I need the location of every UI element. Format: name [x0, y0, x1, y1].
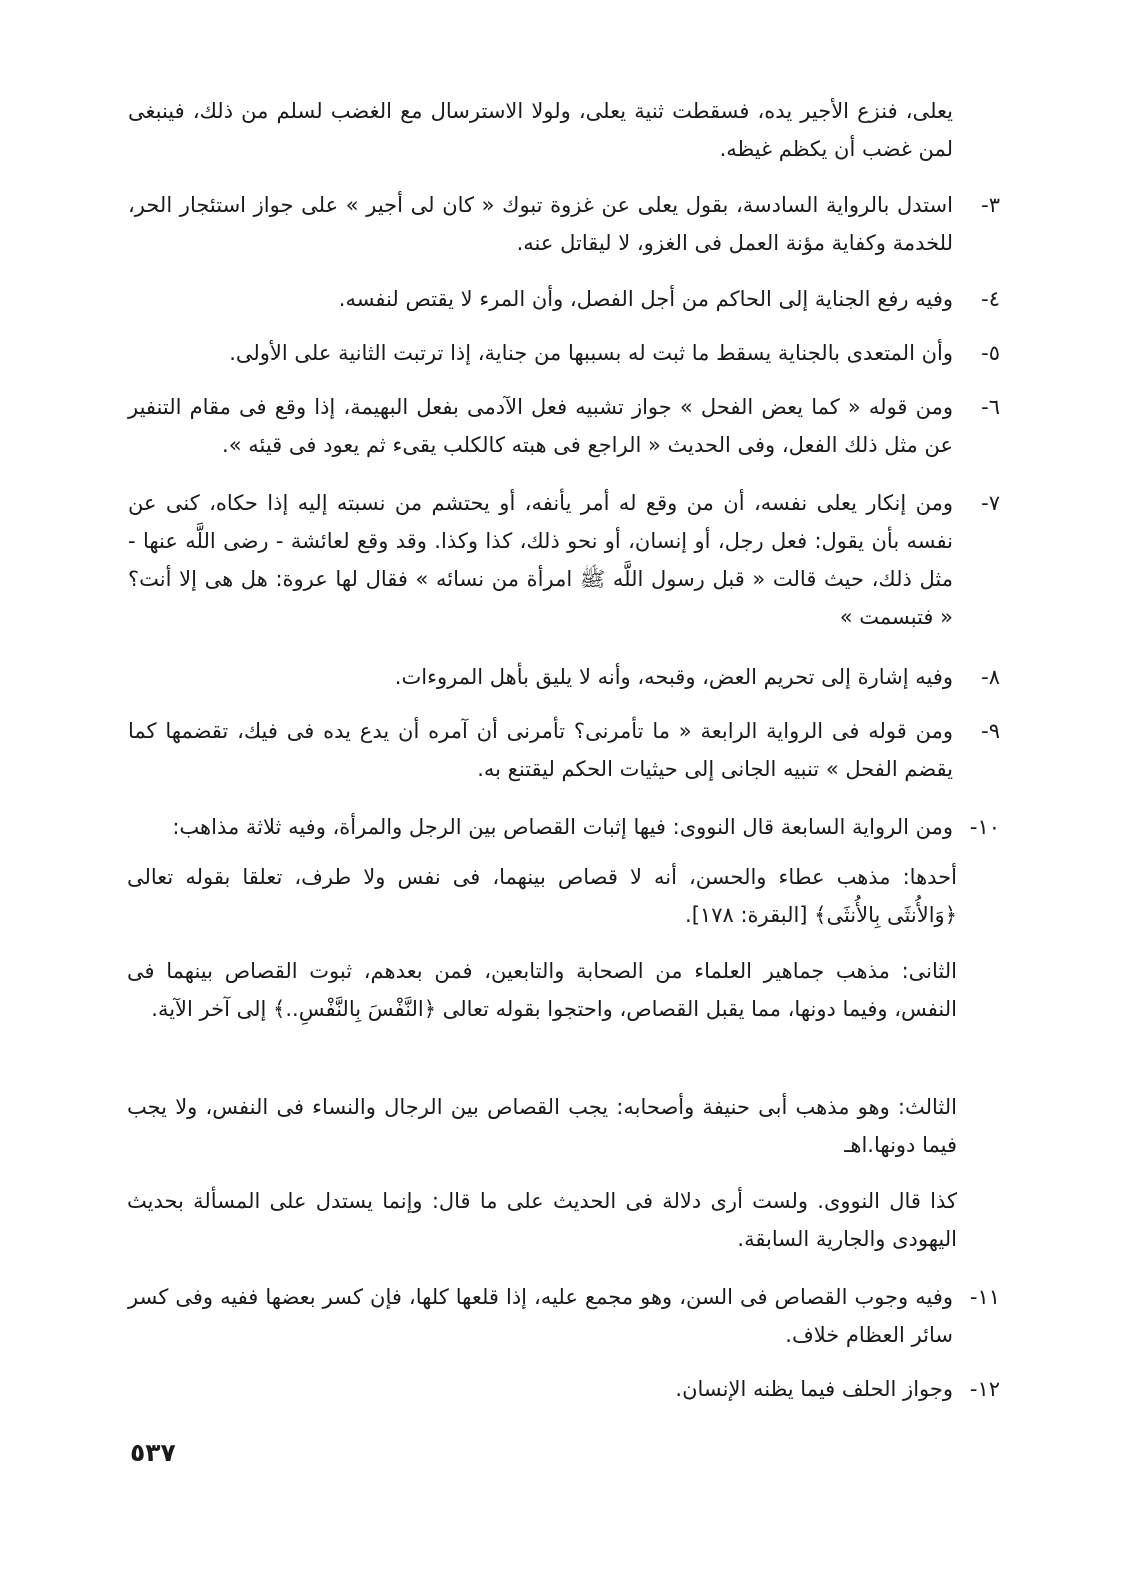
item-text: ومن إنكار يعلى نفسه، أن من وقع له أمر يأنفه، أو يحتشم من نسبته إليه إذا حكاه، كنى عن نفسه بأن يقول: فعل رجل، أو إنسان، أو نحو ذلك، كذا وكذا. وقد وقع لعائشة - رضى اللَّه عنها - مثل ذلك، حيث قالت « قبل رسول اللَّه ﷺ امرأة من نسائه » فقال لها عروة: هل هى إلا أنت؟ « فتبسمت » — [128, 491, 953, 629]
item-text: وفيه وجوب القصاص فى السن، وهو مجمع عليه، إذا قلعها كلها، فإن كسر بعضها ففيه وفى كسر سائر العظام خلاف. — [128, 1285, 953, 1347]
item-text: ومن قوله فى الرواية الرابعة « ما تأمرنى؟ تأمرنى أن آمره أن يدع يده فى فيك، تقضمها كما يقضم الفحل » تنبيه الجانى إلى حيثيات الحكم ليقتنع به. — [128, 719, 953, 781]
item-number: ٤- — [981, 287, 1000, 311]
item-text: وأن المتعدى بالجناية يسقط ما ثبت له بسببها من جناية، إذا ترتبت الثانية على الأولى. — [229, 341, 953, 365]
sub-paragraph-first-view — [127, 858, 957, 934]
sub-paragraph-comment — [127, 1182, 957, 1258]
item-text: استدل بالرواية السادسة، بقول يعلى عن غزوة تبوك « كان لى أجير » على جواز استئجار الحر، للخدمة وكفاية مؤنة العمل فى الغزو، لا ليقاتل عنه. — [128, 193, 953, 255]
continuation-paragraph — [128, 92, 953, 168]
item-number: ٧- — [981, 491, 1000, 515]
list-item-7 — [128, 484, 1000, 636]
item-text: وفيه رفع الجناية إلى الحاكم من أجل الفصل، وأن المرء لا يقتص لنفسه. — [338, 287, 953, 311]
sub-paragraph-third-view — [127, 1088, 957, 1164]
paragraph-text: كذا قال النووى. ولست أرى دلالة فى الحديث على ما قال: وإنما يستدل على المسألة بحديث اليهودى والجارية السابقة. — [127, 1189, 957, 1251]
list-item-9 — [128, 712, 1000, 788]
list-item-10 — [128, 808, 1000, 846]
paragraph-text: الثانى: مذهب جماهير العلماء من الصحابة والتابعين، فمن بعدهم، ثبوت القصاص بينهما فى النفس، وفيما دونها، مما يقبل القصاص، واحتجوا بقوله تعالى ﴿النَّفْسَ بِالنَّفْسِ..﴾ إلى آخر الآية. — [127, 959, 957, 1021]
page-number: ٥٣٧ — [130, 1438, 176, 1467]
list-item-3 — [128, 186, 1000, 262]
item-number: ٨- — [981, 665, 1000, 689]
item-number: ٩- — [981, 719, 1000, 743]
item-text: ومن الرواية السابعة قال النووى: فيها إثبات القصاص بين الرجل والمرأة، وفيه ثلاثة مذاهب: — [172, 815, 953, 839]
sub-paragraph-second-view — [127, 952, 957, 1028]
item-number: ١٠- — [969, 815, 1000, 839]
item-text: وجواز الحلف فيما يظنه الإنسان. — [675, 1377, 953, 1401]
item-text: وفيه إشارة إلى تحريم العض، وقبحه، وأنه لا يليق بأهل المروءات. — [394, 665, 953, 689]
item-number: ٦- — [981, 395, 1000, 419]
list-item-4 — [128, 280, 1000, 318]
list-item-12 — [128, 1370, 1000, 1408]
item-number: ٣- — [981, 193, 1000, 217]
list-item-5 — [128, 334, 1000, 372]
item-number: ١٢- — [969, 1377, 1000, 1401]
item-number: ٥- — [981, 341, 1000, 365]
paragraph-text: الثالث: وهو مذهب أبى حنيفة وأصحابه: يجب القصاص بين الرجال والنساء فى النفس، ولا يجب فيما دونها.اهـ — [127, 1095, 957, 1157]
paragraph-text: أحدها: مذهب عطاء والحسن، أنه لا قصاص بينهما، فى نفس ولا طرف، تعلقا بقوله تعالى ﴿وَالأُنثَى بِالأُنثَى﴾ [البقرة: ١٧٨]. — [127, 865, 957, 927]
list-item-11 — [128, 1278, 1000, 1354]
list-item-8 — [128, 658, 1000, 696]
item-number: ١١- — [969, 1285, 1000, 1309]
item-text: ومن قوله « كما يعض الفحل » جواز تشبيه فعل الآدمى بفعل البهيمة، إذا وقع فى مقام التنفير عن مثل ذلك الفعل، وفى الحديث « الراجع فى هبته كالكلب يقىء ثم يعود فى قيئه ». — [128, 395, 953, 457]
list-item-6 — [128, 388, 1000, 464]
paragraph-text: يعلى، فنزع الأجير يده، فسقطت ثنية يعلى، ولولا الاسترسال مع الغضب لسلم من ذلك، فينبغى لمن غضب أن يكظم غيظه. — [128, 99, 953, 161]
